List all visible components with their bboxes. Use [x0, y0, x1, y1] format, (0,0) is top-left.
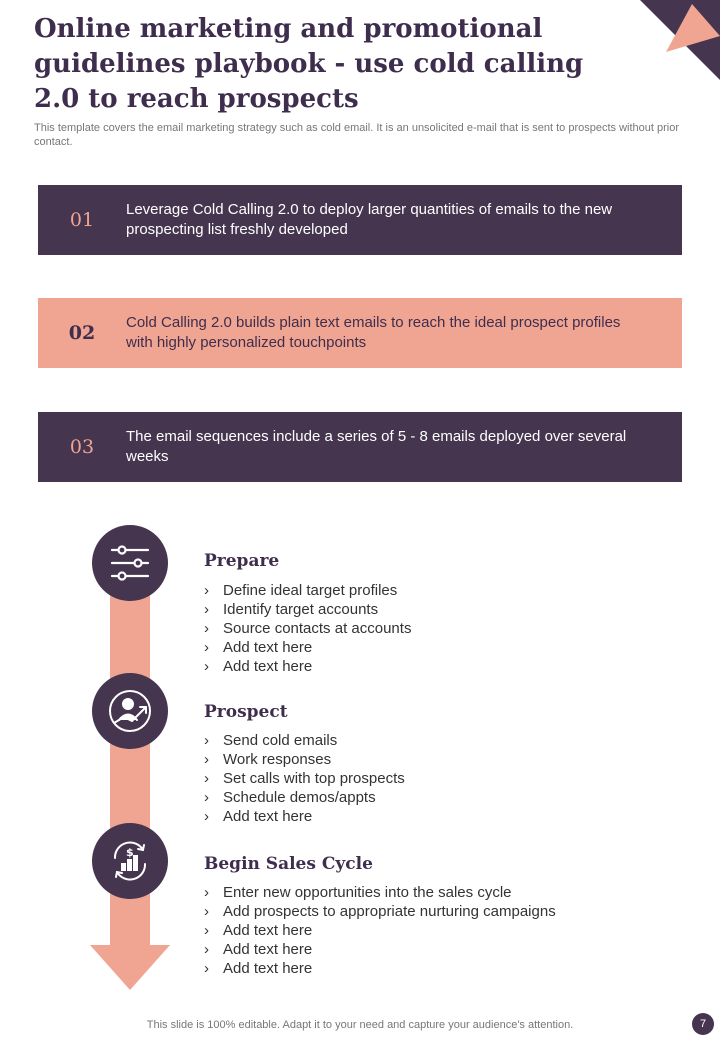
page-number-badge: 7: [692, 1013, 714, 1035]
point-text: Cold Calling 2.0 builds plain text emails to reach the ideal prospect profiles with highly personalized touchpoints: [126, 314, 621, 351]
point-number: 03: [69, 436, 95, 458]
list-item: › Set calls with top prospects: [204, 769, 405, 788]
step-list-prepare: [204, 581, 411, 676]
person-growth-icon: [92, 673, 168, 749]
point-band-01: [38, 185, 682, 255]
step-list-begin-sales-cycle: [204, 883, 556, 978]
list-item: › Send cold emails: [204, 731, 405, 750]
point-number: 02: [68, 322, 96, 344]
point-text: The email sequences include a series of 5 - 8 emails deployed over several weeks: [126, 428, 627, 465]
list-item: › Add text here: [204, 807, 405, 826]
list-item: › Add text here: [204, 921, 556, 940]
list-item: › Add text here: [204, 959, 556, 978]
svg-text:$: $: [126, 846, 134, 859]
point-number: 01: [69, 209, 95, 231]
list-item: › Add prospects to appropriate nurturing campaigns: [204, 902, 556, 921]
list-item: › Identify target accounts: [204, 600, 411, 619]
dollar-cycle-icon: [92, 823, 168, 899]
page-subtitle: This template covers the email marketing strategy such as cold email. It is an unsolicited e-mail that is sent to prospects without prior contact.: [34, 122, 680, 148]
list-item: › Source contacts at accounts: [204, 619, 411, 638]
process-arrow: [90, 555, 170, 990]
list-item: › Schedule demos/appts: [204, 788, 405, 807]
footer-note: This slide is 100% editable. Adapt it to your need and capture your audience's attention.: [146, 1019, 574, 1031]
list-item: › Work responses: [204, 750, 405, 769]
step-list-prospect: [204, 731, 405, 826]
step-title-prospect: Prospect: [204, 702, 288, 722]
sliders-icon: [92, 525, 168, 601]
point-band-02: [38, 298, 682, 368]
point-band-03: [38, 412, 682, 482]
step-title-begin-sales-cycle: Begin Sales Cycle: [204, 854, 373, 874]
page-title: Online marketing and promotional guidelines playbook - use cold calling 2.0 to reach prospects: [34, 14, 584, 114]
step-title-prepare: Prepare: [204, 551, 280, 571]
list-item: › Add text here: [204, 638, 411, 657]
corner-decoration: [640, 0, 720, 80]
list-item: › Enter new opportunities into the sales cycle: [204, 883, 556, 902]
list-item: › Define ideal target profiles: [204, 581, 411, 600]
point-text: Leverage Cold Calling 2.0 to deploy larger quantities of emails to the new prospecting list freshly developed: [126, 201, 613, 238]
list-item: › Add text here: [204, 940, 556, 959]
list-item: › Add text here: [204, 657, 411, 676]
